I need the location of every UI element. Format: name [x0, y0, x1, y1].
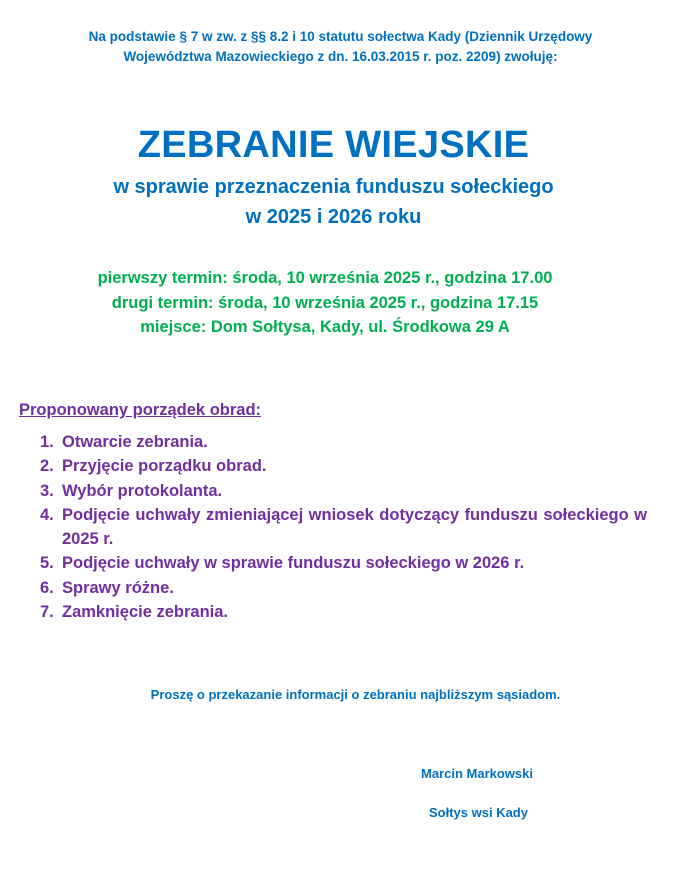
agenda-item-number: 1.	[40, 433, 54, 451]
agenda-item	[40, 479, 647, 503]
signature-name: Marcin Markowski	[421, 766, 533, 781]
agenda-item-text: Podjęcie uchwały zmieniającej wniosek dotyczący funduszu sołeckiego w 2025 r.	[62, 505, 647, 549]
agenda-item-number: 7.	[40, 603, 54, 622]
agenda-list	[40, 430, 647, 624]
legal-basis-line-1: Na podstawie § 7 w zw. z §§ 8.2 i 10 statutu sołectwa Kady (Dziennik Urzędowy	[88, 29, 593, 44]
subtitle-line-1: w sprawie przeznaczenia funduszu sołeckiego	[113, 176, 554, 198]
agenda-item	[40, 454, 647, 478]
agenda-title: Proponowany porządek obrad:	[19, 401, 262, 419]
neighbors-request: Proszę o przekazanie informacji o zebraniu najbliższym sąsiadom.	[150, 687, 561, 702]
agenda-item-number: 2.	[40, 457, 54, 476]
agenda-item-number: 4.	[40, 505, 54, 524]
legal-basis	[30, 27, 651, 67]
agenda-item-number: 5.	[40, 554, 54, 573]
meeting-place: miejsce: Dom Sołtysa, Kady, ul. Środkowa 29 A	[140, 318, 510, 336]
legal-basis-line-2: Województwa Mazowieckiego z dn. 16.03.2015 r. poz. 2209) zwołuję:	[123, 49, 558, 64]
first-term: pierwszy termin: środa, 10 września 2025 r., godzina 17.00	[97, 269, 553, 287]
second-term: drugi termin: środa, 10 września 2025 r., godzina 17.15	[111, 293, 539, 312]
subtitle-line-2: w 2025 i 2026 roku	[245, 206, 422, 228]
agenda-item	[40, 430, 647, 454]
agenda-item-text: Przyjęcie porządku obrad.	[62, 457, 267, 476]
agenda-item	[40, 600, 647, 624]
agenda-item-number: 6.	[40, 578, 54, 597]
agenda-item-text: Otwarcie zebrania.	[62, 433, 208, 451]
agenda-item-number: 3.	[40, 481, 54, 500]
agenda-item-text: Wybór protokolanta.	[62, 481, 223, 500]
agenda-item	[40, 576, 647, 600]
agenda-item-text: Podjęcie uchwały w sprawie funduszu sołeckiego w 2026 r.	[62, 554, 525, 573]
page-title: ZEBRANIE WIEJSKIE	[137, 124, 530, 166]
agenda-item-text: Sprawy różne.	[62, 578, 174, 597]
agenda-item-text: Zamknięcie zebrania.	[62, 603, 228, 622]
agenda-item	[40, 551, 647, 575]
subtitle	[0, 172, 667, 232]
signature-role: Sołtys wsi Kady	[429, 805, 528, 820]
meeting-terms	[0, 266, 650, 340]
agenda-item	[40, 503, 647, 552]
